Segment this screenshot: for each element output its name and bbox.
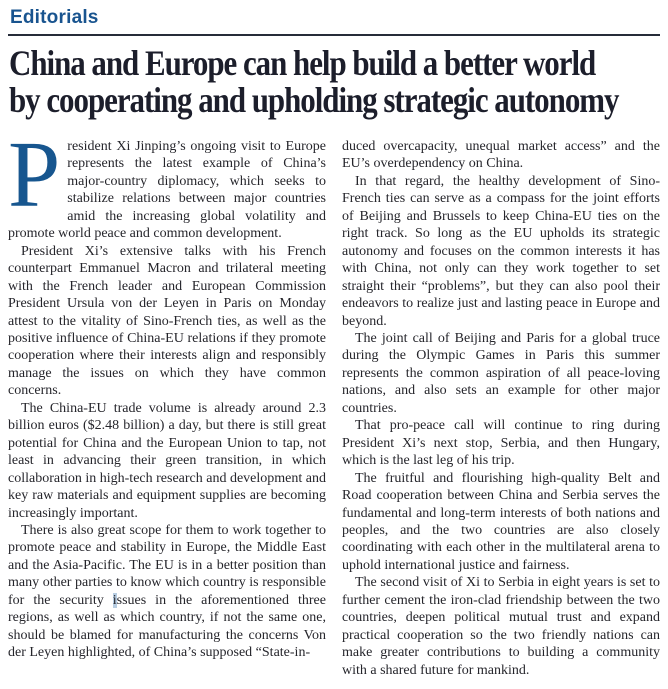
paragraph-text-before-cursor: There is also great scope for them to work together to promote peace and stability in Europe, the Middle East and the Asia-Pacific. The EU is in a better position than many other parties to know which country is responsible for the security <box>8 522 326 608</box>
paragraph <box>8 522 326 662</box>
paragraph: That pro-peace call will continue to ring during President Xi’s next stop, Serbia, and then Hungary, which is the last leg of his trip. <box>342 418 660 469</box>
paragraph-lead <box>8 123 326 243</box>
right-column <box>342 138 660 679</box>
paragraph: In that regard, the healthy development of Sino-French ties can serve as a compass for the joint efforts of Beijing and Brussels to keep China-EU ties on the right track. So long as the EU upholds its strategic autonomy and focuses on the common interests it has with China, not only can they work together to set straight their “problems”, but they can also pool their endeavors to realize just and lasting peace in Europe and beyond. <box>342 173 660 329</box>
article-headline <box>8 45 660 119</box>
article-body <box>8 123 660 679</box>
paragraph: The fruitful and flourishing high-quality Belt and Road cooperation between China and Serbia serves the fundamental and long-term interests of both nations and peoples, and the two countries are also closely coordinating with each other in the multilateral arena to uphold international justice and fairness. <box>342 470 660 573</box>
paragraph: President Xi’s extensive talks with his French counterpart Emmanuel Macron and trilateral meeting with the French leader and European Commission President Ursula von der Leyen in Paris on Monday attest to the vitality of Sino-French ties, as well as the positive influence of China-EU relations if they promote cooperation where their interests align and responsibly manage the issues on which they have common concerns. <box>8 243 326 399</box>
headline-line-1: China and Europe can help build a better world <box>9 43 596 83</box>
section-label[interactable]: Editorials <box>10 7 99 28</box>
paragraph-continuation: duced overcapacity, unequal market access” and the EU’s overdependency on China. <box>342 139 660 172</box>
paragraph-text-after-cursor: ssues in the aforementioned three regions, as well as which country, if not the same one, should be blamed for manufacturing the concerns Von der Leyen highlighted, of China’s supposed “State-in- <box>8 592 326 661</box>
header-rule <box>8 34 660 36</box>
paragraph: The China-EU trade volume is already around 2.3 billion euros ($2.48 billion) a day, but there is still great potential for China and the European Union to tap, not least in advancing their green transition, in which collaboration in high-tech research and development and key raw materials and equipment supplies are becoming increasingly important. <box>8 400 326 521</box>
drop-cap: P <box>8 123 61 227</box>
headline-line-2: by cooperating and upholding strategic autonomy <box>9 80 619 120</box>
paragraph-lead-text: resident Xi Jinping’s ongoing visit to Europe represents the latest example of China’s major-country diplomacy, which seeks to stabilize relations between major countries amid the increasing global volatility and promote world peace and common development. <box>8 139 326 242</box>
section-header <box>8 5 660 36</box>
left-column <box>8 123 326 679</box>
paragraph: The second visit of Xi to Serbia in eight years is set to further cement the iron-clad friendship between the two countries, deepen political mutual trust and expand practical cooperation so the two friendly nations can make greater contributions to building a community with a shared future for mankind. <box>342 575 660 678</box>
paragraph: The joint call of Beijing and Paris for a global truce during the Olympic Games in Paris this summer represents the common aspiration of all peace-loving nations, and also sets an example for other major countries. <box>342 330 660 416</box>
text-cursor-highlight[interactable]: i <box>112 592 117 608</box>
